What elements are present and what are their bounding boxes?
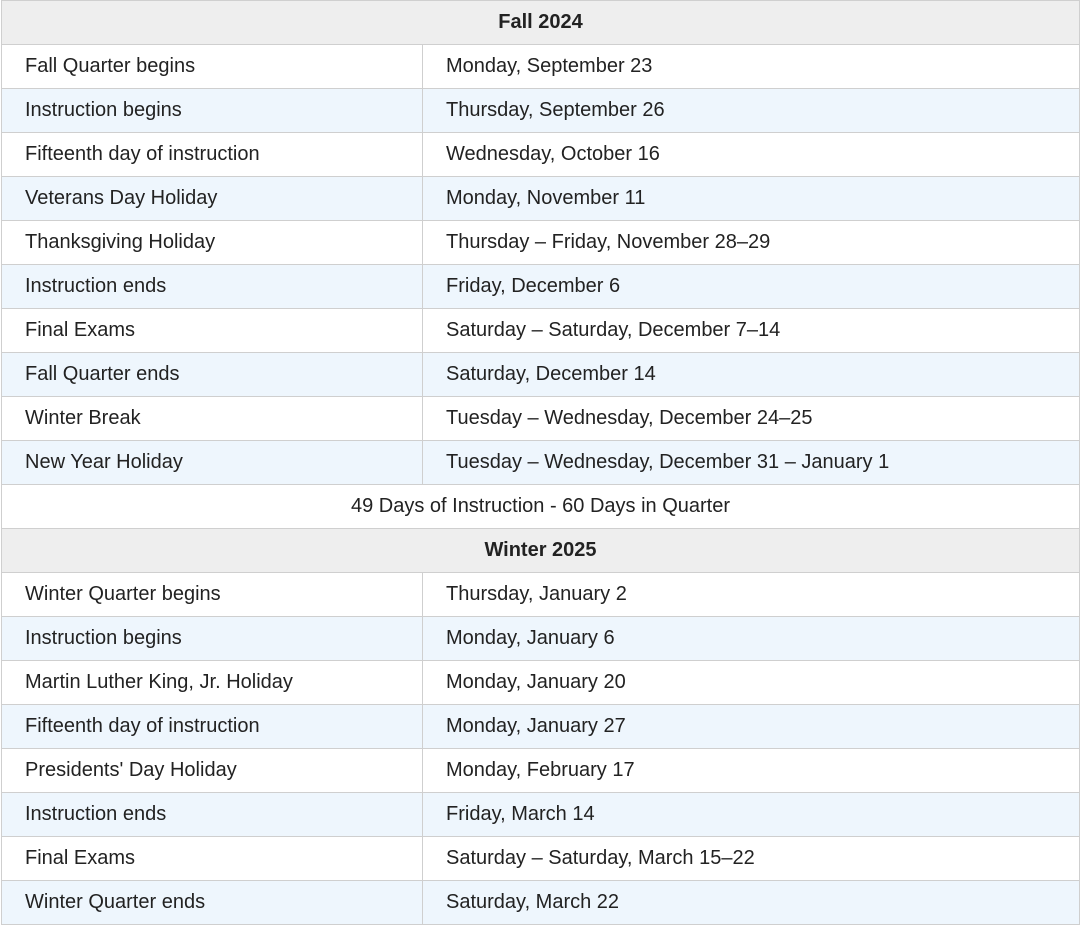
- date-cell: Monday, January 20: [423, 661, 1080, 705]
- date-cell: Saturday – Saturday, December 7–14: [423, 309, 1080, 353]
- event-cell: Veterans Day Holiday: [2, 177, 423, 221]
- section-heading: Winter 2025: [2, 529, 1080, 573]
- event-cell: Final Exams: [2, 837, 423, 881]
- date-cell: Saturday, March 22: [423, 881, 1080, 925]
- table-row: [2, 881, 1080, 925]
- table-row: [2, 793, 1080, 837]
- event-cell: Thanksgiving Holiday: [2, 221, 423, 265]
- table-row: [2, 177, 1080, 221]
- event-cell: Fall Quarter begins: [2, 45, 423, 89]
- event-cell: New Year Holiday: [2, 441, 423, 485]
- date-cell: Thursday, January 2: [423, 573, 1080, 617]
- date-cell: Monday, February 17: [423, 749, 1080, 793]
- table-row: [2, 45, 1080, 89]
- event-cell: Fall Quarter ends: [2, 353, 423, 397]
- date-cell: Friday, December 6: [423, 265, 1080, 309]
- date-cell: Tuesday – Wednesday, December 24–25: [423, 397, 1080, 441]
- event-cell: Winter Break: [2, 397, 423, 441]
- academic-calendar-table: [1, 0, 1080, 925]
- event-cell: Instruction begins: [2, 89, 423, 133]
- section-header-row: [2, 1, 1080, 45]
- table-row: [2, 89, 1080, 133]
- date-cell: Monday, January 6: [423, 617, 1080, 661]
- table-row: [2, 617, 1080, 661]
- table-row: [2, 661, 1080, 705]
- date-cell: Saturday, December 14: [423, 353, 1080, 397]
- date-cell: Monday, September 23: [423, 45, 1080, 89]
- table-row: [2, 353, 1080, 397]
- date-cell: Wednesday, October 16: [423, 133, 1080, 177]
- table-row: [2, 397, 1080, 441]
- event-cell: Instruction ends: [2, 265, 423, 309]
- table-row: [2, 265, 1080, 309]
- date-cell: Thursday – Friday, November 28–29: [423, 221, 1080, 265]
- event-cell: Winter Quarter ends: [2, 881, 423, 925]
- event-cell: Presidents' Day Holiday: [2, 749, 423, 793]
- date-cell: Monday, November 11: [423, 177, 1080, 221]
- table-row: [2, 441, 1080, 485]
- event-cell: Martin Luther King, Jr. Holiday: [2, 661, 423, 705]
- event-cell: Winter Quarter begins: [2, 573, 423, 617]
- event-cell: Instruction begins: [2, 617, 423, 661]
- date-cell: Saturday – Saturday, March 15–22: [423, 837, 1080, 881]
- event-cell: Instruction ends: [2, 793, 423, 837]
- instruction-days-summary: 49 Days of Instruction - 60 Days in Quarter: [2, 485, 1080, 529]
- section-heading: Fall 2024: [2, 1, 1080, 45]
- table-row: [2, 133, 1080, 177]
- summary-row: [2, 485, 1080, 529]
- date-cell: Friday, March 14: [423, 793, 1080, 837]
- table-row: [2, 837, 1080, 881]
- date-cell: Monday, January 27: [423, 705, 1080, 749]
- table-row: [2, 221, 1080, 265]
- table-row: [2, 309, 1080, 353]
- table-row: [2, 749, 1080, 793]
- event-cell: Fifteenth day of instruction: [2, 705, 423, 749]
- event-cell: Final Exams: [2, 309, 423, 353]
- date-cell: Tuesday – Wednesday, December 31 – January 1: [423, 441, 1080, 485]
- table-row: [2, 573, 1080, 617]
- date-cell: Thursday, September 26: [423, 89, 1080, 133]
- section-header-row: [2, 529, 1080, 573]
- event-cell: Fifteenth day of instruction: [2, 133, 423, 177]
- table-row: [2, 705, 1080, 749]
